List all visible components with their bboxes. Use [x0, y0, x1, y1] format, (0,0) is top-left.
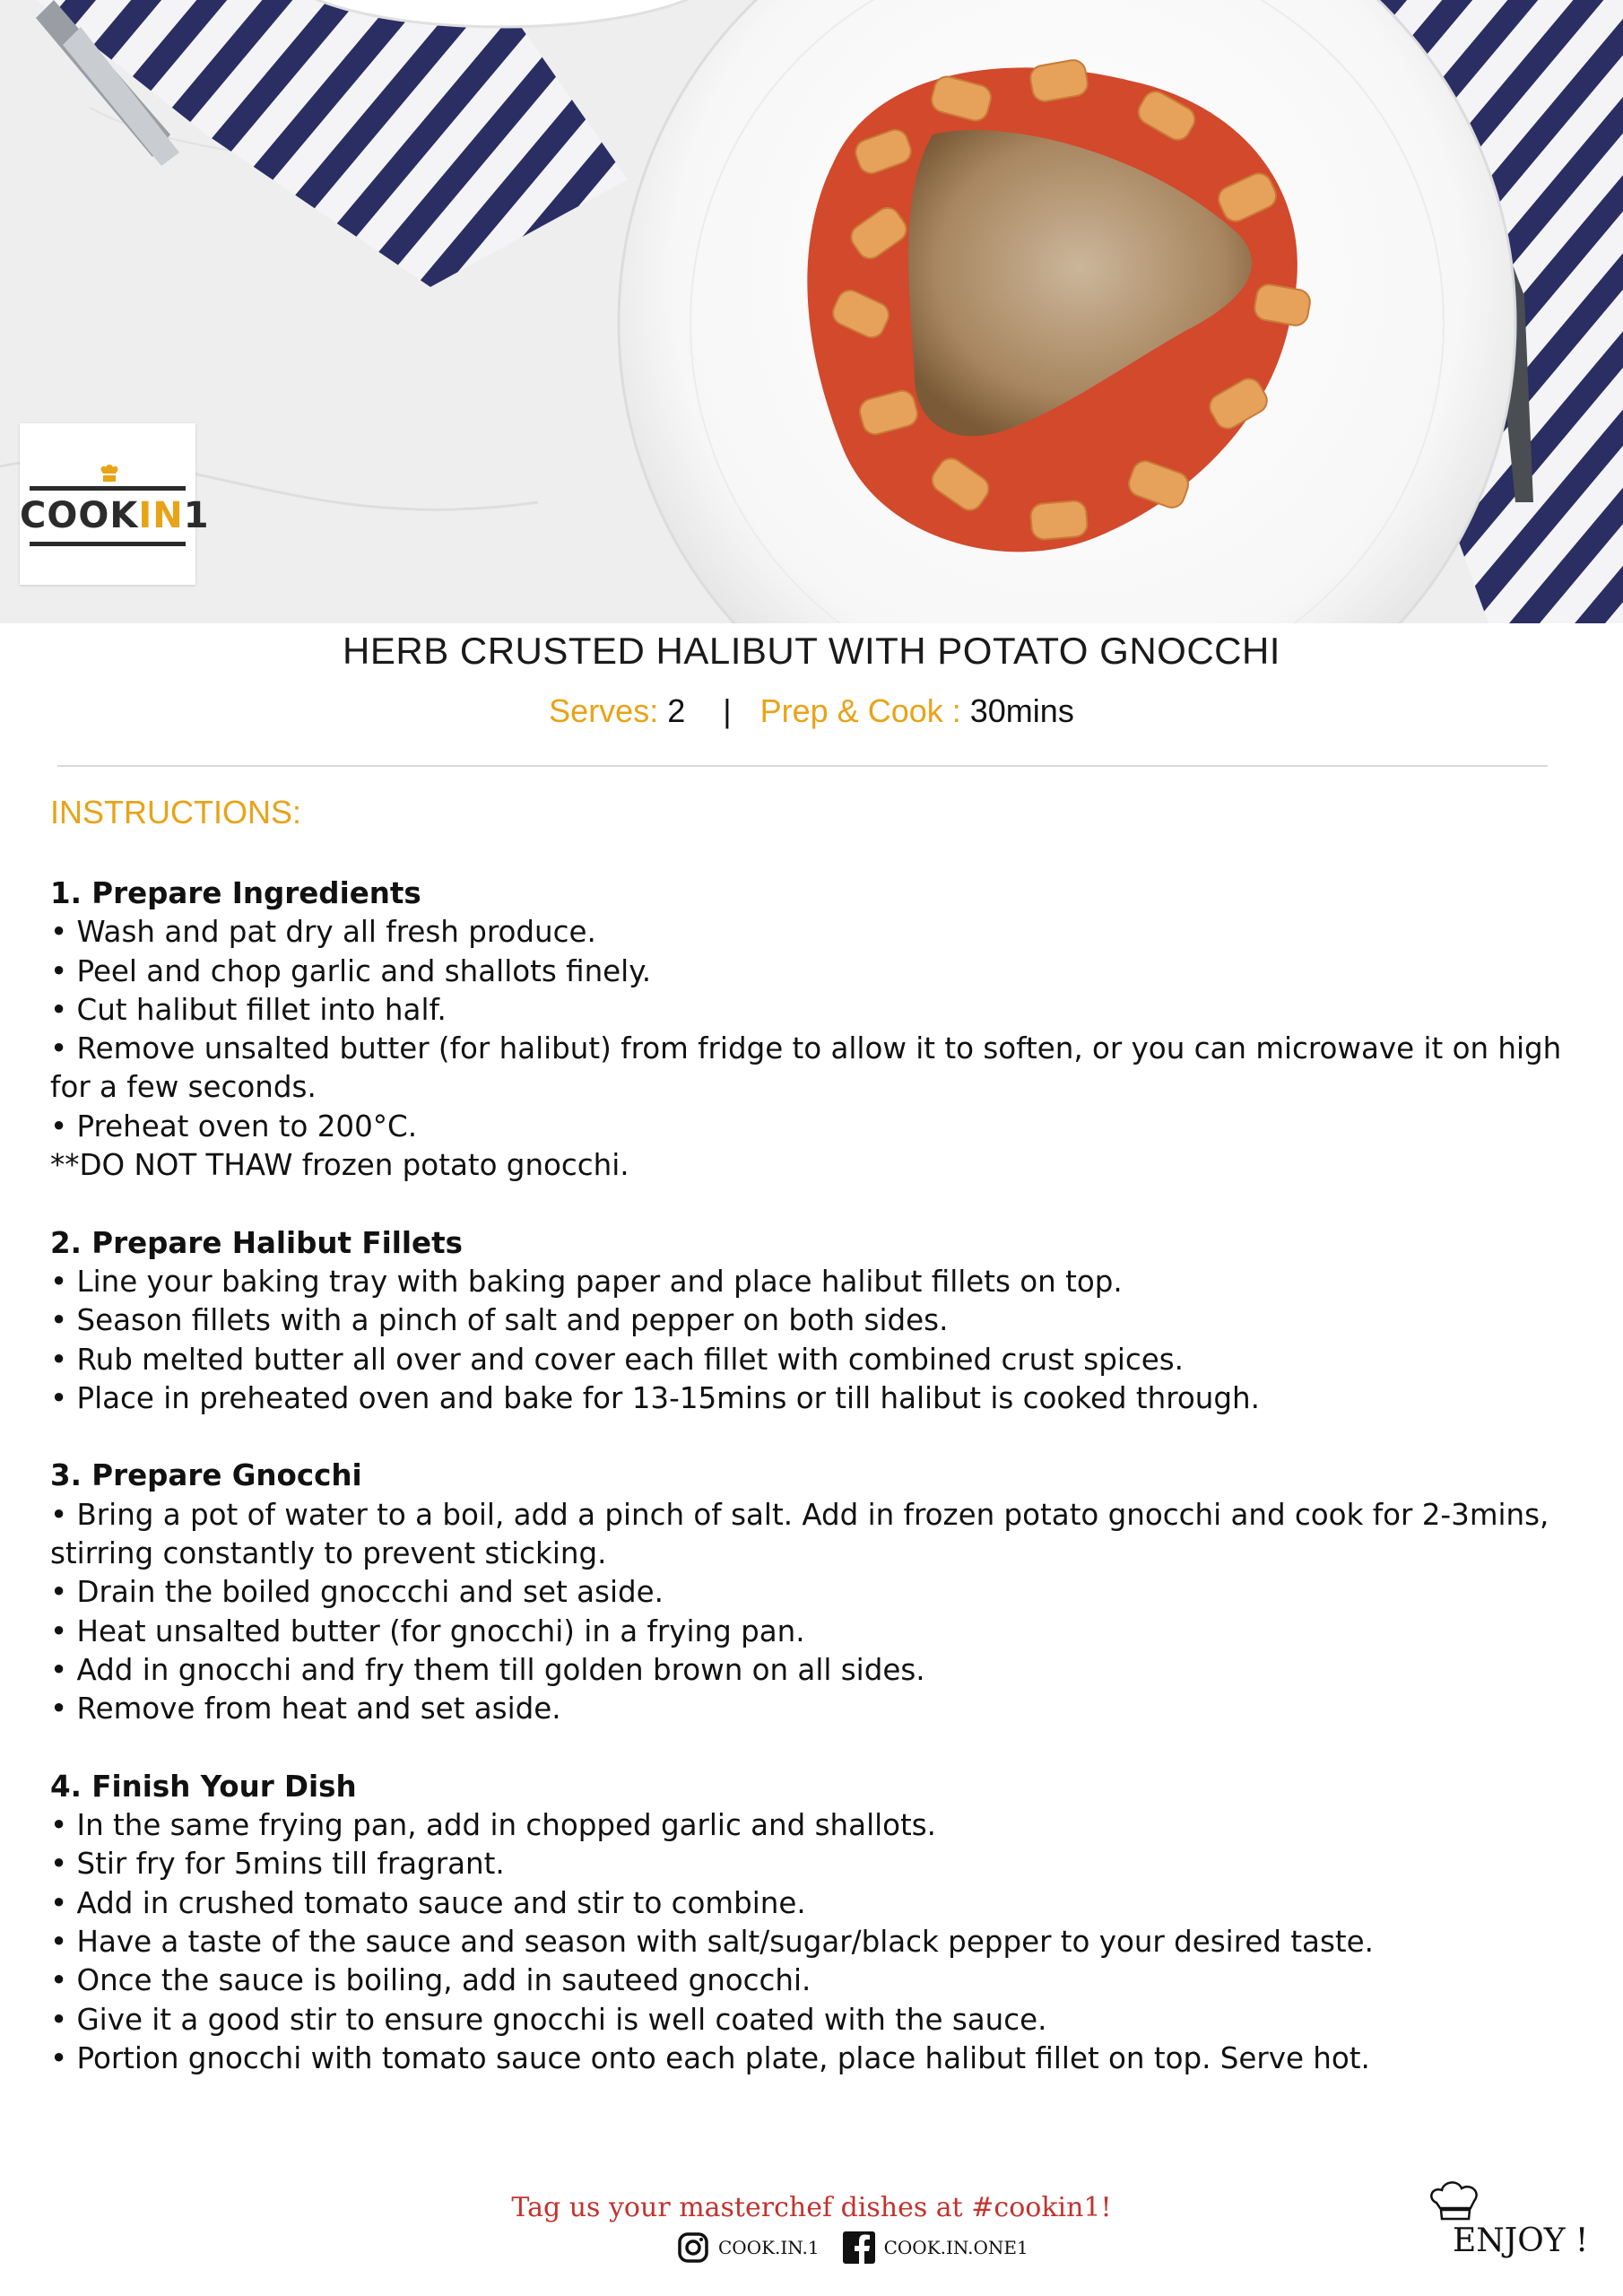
halibut-plate-photo [0, 0, 1623, 623]
step-line: • Give it a good stir to ensure gnocchi is well coated with the sauce. [50, 2002, 1047, 2037]
step-line: • Remove from heat and set aside. [50, 1692, 561, 1726]
cookin1-logo [20, 423, 210, 585]
footer-tagline: Tag us your masterchef dishes at #cookin1! [511, 2192, 1112, 2223]
divider [57, 765, 1548, 767]
serves-label: Serves: [549, 692, 659, 729]
recipe-title: HERB CRUSTED HALIBUT WITH POTATO GNOCCHI [343, 630, 1280, 672]
step-line: • Add in crushed tomato sauce and stir to combine. [50, 1885, 806, 1920]
prep-label: Prep & Cook : [759, 692, 961, 729]
step-line: • Place in preheated oven and bake for 13-15mins or till halibut is cooked through. [50, 1380, 1260, 1415]
step-line: • Portion gnocchi with tomato sauce onto each plate, place halibut fillet on top. Serve hot. [50, 2040, 1370, 2075]
instagram-handle[interactable]: COOK.IN.1 [718, 2237, 820, 2258]
chef-hat-icon [99, 463, 120, 483]
social-links [677, 2230, 1052, 2266]
step-line: • Heat unsalted butter (for gnocchi) in a frying pan. [50, 1613, 805, 1648]
step-line: • Wash and pat dry all fresh produce. [50, 915, 596, 950]
step-line: • Rub melted butter all over and cover each fillet with combined crust spices. [50, 1342, 1184, 1377]
logo-bar-top [30, 486, 186, 491]
step-line: • Peel and chop garlic and shallots finely. [50, 953, 652, 988]
step-line: • Cut halibut fillet into half. [50, 992, 447, 1027]
step-line: • In the same frying pan, add in chopped garlic and shallots. [50, 1808, 937, 1843]
prep-value: 30mins [969, 692, 1074, 729]
step-section [50, 1768, 1593, 2078]
recipe-meta [0, 692, 1623, 730]
step-heading: 2. Prepare Halibut Fillets [50, 1225, 463, 1260]
step-heading: 4. Finish Your Dish [50, 1769, 357, 1804]
instagram-icon[interactable] [677, 2231, 709, 2264]
step-line: • Once the sauce is boiling, add in sauteed gnocchi. [50, 1963, 812, 1998]
step-section [50, 1224, 1593, 1418]
step-heading: 3. Prepare Gnocchi [50, 1458, 362, 1493]
step-line: • Add in gnocchi and fry them till golden brown on all sides. [50, 1652, 925, 1687]
serves-value: 2 [667, 692, 686, 729]
enjoy-text: ENJOY ! [1453, 2222, 1589, 2259]
chef-hat-icon [1426, 2179, 1483, 2228]
instructions-body [50, 874, 1593, 2118]
step-line: • Bring a pot of water to a boil, add a pinch of salt. Add in frozen potato gnocchi and cook for 2-3mins, stirring constantly to prevent sticking. [50, 1497, 1549, 1571]
step-line: • Preheat oven to 200°C. [50, 1109, 418, 1144]
step-heading: 1. Prepare Ingredients [50, 876, 421, 910]
step-line: • Have a taste of the sauce and season with salt/sugar/black pepper to your desired taste. [50, 1925, 1374, 1960]
step-line: • Stir fry for 5mins till fragrant. [50, 1847, 505, 1882]
hero-photo [0, 0, 1623, 623]
logo-wordmark: COOKIN1 [20, 495, 210, 536]
logo-bar-bottom [30, 542, 186, 546]
step-section [50, 1457, 1593, 1728]
step-line: • Season fillets with a pinch of salt and pepper on both sides. [50, 1303, 949, 1338]
step-line: **DO NOT THAW frozen potato gnocchi. [50, 1148, 629, 1183]
step-line: • Remove unsalted butter (for halibut) from fridge to allow it to soften, or you can microwave it on high for a few seconds. [50, 1031, 1562, 1105]
facebook-icon[interactable] [843, 2231, 875, 2264]
step-line: • Line your baking tray with baking paper and place halibut fillets on top. [50, 1264, 1123, 1299]
meta-separator: | [723, 692, 732, 729]
facebook-handle[interactable]: COOK.IN.ONE1 [883, 2237, 1028, 2258]
step-line: • Drain the boiled gnoccchi and set aside. [50, 1575, 664, 1610]
instructions-heading: INSTRUCTIONS: [50, 794, 302, 831]
step-section [50, 874, 1593, 1185]
